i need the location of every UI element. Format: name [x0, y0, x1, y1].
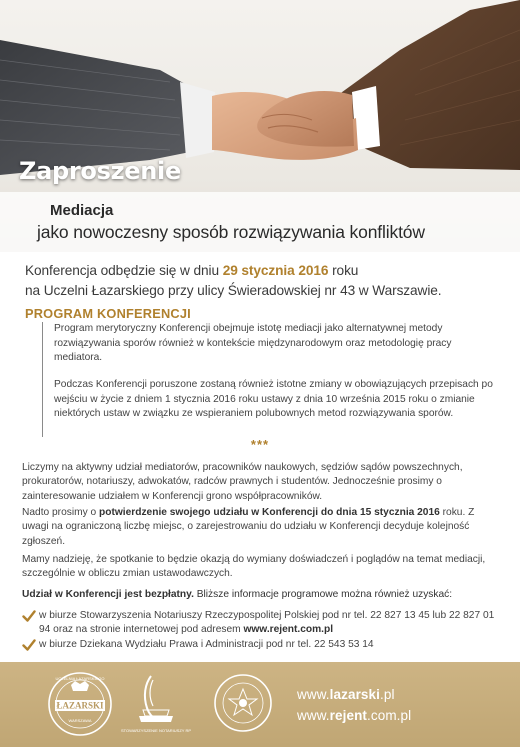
lazarski-logo [47, 671, 113, 737]
web1-bold: lazarski [329, 687, 380, 702]
website-lazarski[interactable] [297, 687, 395, 702]
intro-line1-after: roku [328, 263, 359, 278]
confirmation-before: Nadto prosimy o [22, 507, 100, 518]
web1-post: .pl [380, 687, 395, 702]
separator: *** [250, 437, 270, 452]
web2-bold: rejent [329, 708, 368, 723]
confirmation-after: roku. Z uwagi na ograniczoną liczbę miejsc, o zarejestrowaniu do udziału w Konferencji decyduje kolejność zgłoszeń. [22, 507, 475, 547]
program-paragraph-2: Podczas Konferencji poruszone zostaną również istotne zmiany w obowiązujących przepisach po wejściu w życie z dniem 1 stycznia 2016 roku ustawy z dnia 10 września 2015 roku o zmianie niektórych ustaw w związku ze wspieraniem polubownych metod rozwiązywania sporów. [54, 379, 493, 419]
website-rejent[interactable] [297, 708, 411, 723]
event-date: 29 stycznia 2016 [222, 263, 329, 278]
rejent-link[interactable]: www.rejent.com.pl [243, 624, 334, 636]
check-icon [22, 609, 36, 623]
contact-item-2-text: w biurze Dziekana Wydziału Prawa i Administracji pod nr tel. 22 543 53 14 [39, 639, 374, 650]
invitation-heading: Zaproszenie [19, 157, 181, 185]
notaries-association-logo [113, 670, 199, 740]
free-participation-paragraph [22, 588, 500, 602]
contact-item-1-text [39, 609, 497, 638]
intro-text [25, 261, 505, 301]
event-title: Mediacja [50, 202, 114, 219]
program-paragraph-1: Program merytoryczny Konferencji obejmuje istotę mediacji jako alternatywnej metody rozwiązywania sporów również w kontekście międzynarodowym oraz metodologię pracy mediatora. [54, 323, 452, 363]
event-subtitle: jako nowoczesny sposób rozwiązywania konfliktów [37, 222, 425, 242]
lazarski-logo-top: UCZELNIA ŁAZARSKIEGO [55, 676, 105, 681]
hero-image [0, 0, 520, 252]
program-block [42, 322, 501, 437]
web1-pre: www. [297, 687, 330, 702]
intro-line1-before: Konferencja odbędzie się w dniu [25, 263, 223, 278]
free-participation-bold: Udział w Konferencji jest bezpłatny. [22, 589, 194, 600]
program-heading: PROGRAM KONFERENCJI [25, 306, 191, 321]
participants-paragraph: Liczymy na aktywny udział mediatorów, pracowników naukowych, sędziów sądów powszechnych, prokuratorów, notariuszy, adwokatów, radców prawnych i studentów. Jednocześnie prosimy o zainteresowanie udziałem w Konferencji grono współpracowników. [22, 462, 463, 502]
contact-item-1-before: w biurze Stowarzyszenia Notariuszy Rzeczypospolitej Polskiej pod nr tel. 22 827 13 45 lub 22 827 01 94 oraz na stronie internetowej pod adresem [39, 610, 495, 636]
notaries-logo-caption: STOWARZYSZENIE NOTARIUSZY RP [120, 728, 192, 733]
web2-post: .com.pl [367, 708, 412, 723]
intro-line2: na Uczelni Łazarskiego przy ulicy Świeradowskiej nr 43 w Warszawie. [25, 283, 442, 298]
lazarski-logo-main: ŁAZARSKI [56, 700, 104, 711]
lazarski-logo-bottom: WARSZAWA [68, 718, 92, 723]
hope-paragraph: Mamy nadzieję, że spotkanie to będzie okazją do wymiany doświadczeń i poglądów na temat mediacji, szczególnie w obliczu zmian ustawodawczych. [22, 554, 486, 580]
web2-pre: www. [297, 708, 330, 723]
confirmation-deadline: potwierdzenie swojego udziału w Konferencji do dnia 15 stycznia 2016 [99, 507, 440, 518]
seal-logo [212, 672, 274, 734]
footer [0, 662, 520, 747]
free-participation-after: Bliższe informacje programowe można również uzyskać: [193, 589, 453, 600]
confirmation-paragraph [22, 506, 500, 549]
check-icon [22, 638, 36, 652]
